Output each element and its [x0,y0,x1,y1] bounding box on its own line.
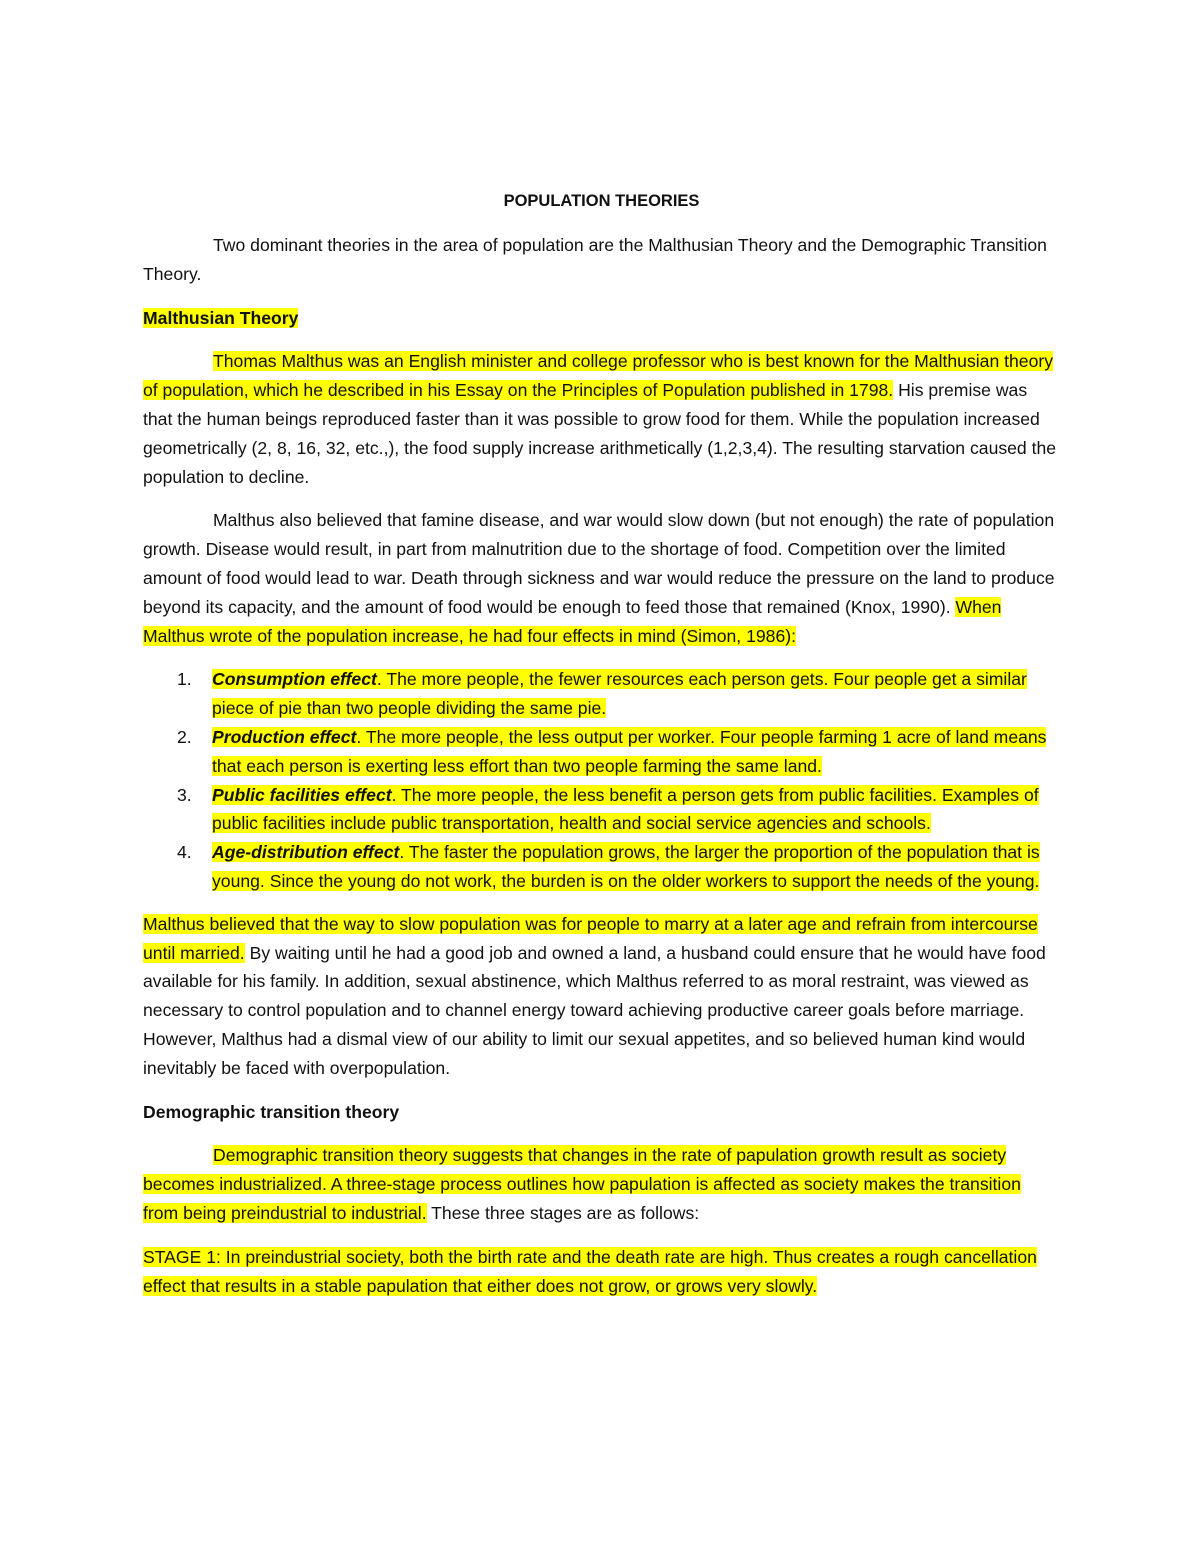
list-item [143,838,1060,896]
effect-text: . The more people, the less output per worker. Four people farming 1 acre of land means that each person is exerting less effort than two people farming the same land. [212,726,1047,776]
intro-paragraph: Two dominant theories in the area of population are the Malthusian Theory and the Demographic Transition Theory. [143,235,1047,284]
list-number: 1. [177,669,192,690]
malthusian-paragraph-3 [143,910,1060,1083]
highlighted-text: Malthus believed that the way to slow population was for people to marry at a later age and refrain from intercourse until married. [143,913,1038,963]
demographic-paragraph-1 [143,1141,1060,1227]
effect-text: . The more people, the less benefit a person gets from public facilities. Examples of public facilities include public transportation, health and social service agencies and schools. [212,784,1039,834]
malthusian-heading [143,304,1060,333]
stage-1-paragraph [143,1243,1060,1301]
highlighted-text: STAGE 1: In preindustrial society, both the birth rate and the death rate are high. Thus creates a rough cancellation effect that results in a stable papulation that either does not grow, or grows very slowly. [143,1246,1037,1296]
document-title: POPULATION THEORIES [503,192,700,210]
highlighted-text: Demographic transition theory suggests that changes in the rate of papulation growth result as society becomes industrialized. A three-stage process outlines how papulation is affected as society makes the transition from being preindustrial to industrial. [143,1145,1021,1223]
plain-text: By waiting until he had a good job and owned a land, a husband could ensure that he would have food available for his family. In addition, sexual abstinence, which Malthus referred to as moral restraint, was viewed as necessary to control population and to channel energy toward achieving productive career goals before marriage. However, Malthus had a dismal view of our ability to limit our sexual appetites, and so believed human kind would inevitably be faced with overpopulation. [143,942,1046,1078]
demographic-heading: Demographic transition theory [143,1101,400,1122]
effects-list [143,665,1060,895]
list-number: 2. [177,726,192,747]
plain-text: These three stages are as follows: [426,1202,700,1223]
highlighted-text: Thomas Malthus was an English minister and college professor who is best known for the Malthusian theory of population, which he described in his Essay on the Principles of Population published in 1798. [143,351,1054,401]
list-item [143,781,1060,839]
effect-text: . The faster the population grows, the larger the proportion of the population that is young. Since the young do not work, the burden is on the older workers to support the needs of the young. [212,842,1040,891]
list-number: 3. [177,784,192,805]
highlighted-text: When Malthus wrote of the population increase, he had four effects in mind (Simon, 1986): [143,596,1002,646]
effect-text: . The more people, the fewer resources each person gets. Four people get a similar piece of pie than two people dividing the same pie. [212,669,1027,719]
plain-text: His premise was that the human beings reproduced faster than it was possible to grow food for them. While the population increased geometrically (2, 8, 16, 32, etc.,), the food supply increase arithmetically (1,2,3,4). The resulting starvation caused the population to decline. [143,380,1057,487]
malthusian-heading-text: Malthusian Theory [143,307,299,328]
effect-term: Age-distribution effect [212,842,400,863]
effect-term: Public facilities effect [212,784,392,805]
malthusian-paragraph-2 [143,506,1060,650]
effect-term: Production effect [212,726,357,747]
list-number: 4. [177,842,192,863]
list-item [143,665,1060,723]
list-item [143,723,1060,781]
plain-text: Malthus also believed that famine disease, and war would slow down (but not enough) the rate of population growth. Disease would result, in part from malnutrition due to the shortage of food. Competition over the limited amount of food would lead to war. Death through sickness and war would reduce the pressure on the land to produce beyond its capacity, and the amount of food would be enough to feed those that remained (Knox, 1990). [143,510,1055,617]
malthusian-paragraph-1 [143,347,1060,491]
effect-term: Consumption effect [212,669,377,690]
